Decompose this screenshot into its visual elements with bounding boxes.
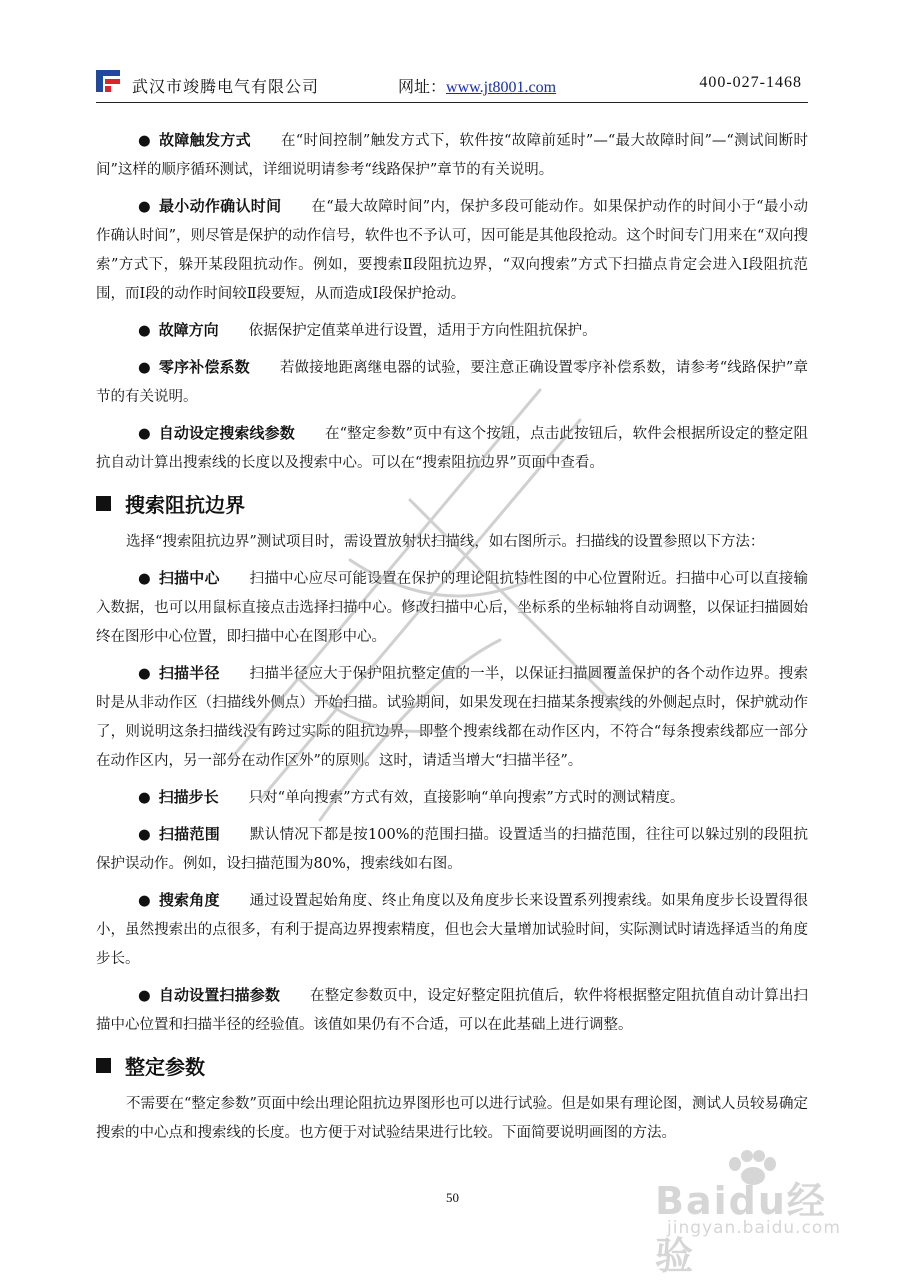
bullet-text: 在整定参数页中，设定好整定阻抗值后，软件将根据整定阻抗值自动计算出扫描中心位置和扫描半径的经验值。该值如果仍有不合适，可以在此基础上进行调整。 xyxy=(96,988,809,1033)
bullet-icon: ● xyxy=(138,826,151,843)
square-bullet-icon xyxy=(96,1058,111,1073)
bullet-icon: ● xyxy=(138,132,151,149)
bullet-text: 通过设置起始角度、终止角度以及角度步长来设置系列搜索线。如果角度步长设置得很小，虽然搜索出的点很多，有利于提高边界搜索精度，但也会大量增加试验时间，实际测试时请选择适当的角度步长。 xyxy=(96,893,808,967)
bullet-text: 只对“单向搜索”方式有效，直接影响“单向搜索”方式时的测试精度。 xyxy=(248,790,685,806)
bullet-term: 扫描半径 xyxy=(158,664,220,682)
bullet-item xyxy=(96,820,808,879)
bullet-term: 故障触发方式 xyxy=(158,131,251,149)
bullet-term: 扫描范围 xyxy=(158,825,220,843)
bullet-icon: ● xyxy=(138,198,151,215)
bullet-item xyxy=(96,353,808,412)
bullet-term: 故障方向 xyxy=(158,321,219,339)
bullet-term: 扫描中心 xyxy=(158,569,220,587)
baidu-domain: jingyan.baidu.com xyxy=(667,1218,841,1238)
section-heading xyxy=(96,1050,808,1084)
bullet-text: 扫描半径应大于保护阻抗整定值的一半，以保证扫描圆覆盖保护的各个动作边界。搜索时是从非动作区（扫描线外侧点）开始扫描。试验期间，如果发现在扫描某条搜索线的外侧起点时，保护就动作了，则说明这条扫描线没有跨过实际的阻抗边界，即整个搜索线都在动作区内，不符合“每条搜索线都应一部分在动作区内，另一部分在动作区外”的原则。这时，请适当增大“扫描半径”。 xyxy=(96,666,808,769)
website-link[interactable]: www.jt8001.com xyxy=(446,79,557,96)
bullet-item xyxy=(96,316,808,346)
baidu-jingyan-watermark xyxy=(655,1150,865,1278)
bullet-item xyxy=(96,419,808,478)
bullet-icon: ● xyxy=(138,665,151,682)
bullet-item xyxy=(96,886,808,974)
bullet-term: 搜索角度 xyxy=(158,891,220,909)
website xyxy=(398,74,556,97)
section-heading-text: 搜索阻抗边界 xyxy=(125,493,245,517)
bullet-icon: ● xyxy=(138,987,151,1004)
document-body xyxy=(96,126,808,1148)
bullet-icon: ● xyxy=(138,892,151,909)
bullet-text: 在“最大故障时间”内，保护多段可能动作。如果保护动作的时间小于“最小动作确认时间”，则尽管是保护的动作信号，软件也不予认可，因可能是其他段抢动。这个时间专门用来在“双向搜索”方式下，躲开某段阻抗动作。例如，要搜索Ⅱ段阻抗边界，“双向搜索”方式下扫描点肯定会进入Ⅰ段阻抗范围，而Ⅰ段的动作时间较Ⅱ段要短，从而造成Ⅰ段保护抢动。 xyxy=(96,199,808,302)
bullet-icon: ● xyxy=(138,789,151,806)
bullet-item xyxy=(96,659,808,776)
bullet-item xyxy=(96,783,808,813)
square-bullet-icon xyxy=(96,496,111,511)
bullet-item xyxy=(96,192,808,309)
bullet-term: 扫描步长 xyxy=(158,788,219,806)
bullet-term: 自动设置扫描参数 xyxy=(158,986,281,1004)
paragraph: 选择“搜索阻抗边界”测试项目时，需设置放射状扫描线，如右图所示。扫描线的设置参照以下方法： xyxy=(126,534,765,550)
bullet-text: 若做接地距离继电器的试验，要注意正确设置零序补偿系数，请参考“线路保护”章节的有关说明。 xyxy=(96,360,808,405)
company-name: 武汉市竣腾电气有限公司 xyxy=(132,77,320,96)
bullet-item xyxy=(96,564,808,652)
bullet-term: 自动设定搜索线参数 xyxy=(158,424,295,442)
bullet-item xyxy=(96,981,808,1040)
bullet-icon: ● xyxy=(138,425,151,442)
section-heading xyxy=(96,488,808,522)
section-heading-text: 整定参数 xyxy=(125,1055,205,1079)
bullet-text: 在“整定参数”页中有这个按钮，点击此按钮后，软件会根据所设定的整定阻抗自动计算出搜索线的长度以及搜索中心。可以在“搜索阻抗边界”页面中查看。 xyxy=(96,426,808,471)
bullet-text: 默认情况下都是按100%的范围扫描。设置适当的扫描范围，往往可以躲过别的段阻抗保护误动作。例如，设扫描范围为80%，搜索线如右图。 xyxy=(96,827,808,872)
company-logo xyxy=(96,68,122,94)
bullet-item xyxy=(96,126,808,185)
bullet-icon: ● xyxy=(138,359,151,376)
bullet-term: 最小动作确认时间 xyxy=(158,197,282,215)
bullet-icon: ● xyxy=(138,322,151,339)
baidu-brand: Baidu经验 xyxy=(655,1179,827,1278)
bullet-term: 零序补偿系数 xyxy=(158,358,250,376)
website-label: 网址： xyxy=(398,77,447,96)
bullet-text: 依据保护定值菜单进行设置，适用于方向性阻抗保护。 xyxy=(248,323,597,339)
bullet-text: 在“时间控制”触发方式下，软件按“故障前延时”—“最大故障时间”—“测试间断时间”这样的顺序循环测试，详细说明请参考“线路保护”章节的有关说明。 xyxy=(96,133,808,178)
phone-number: 400-027-1468 xyxy=(699,74,802,91)
page-number: 50 xyxy=(446,1190,459,1205)
paragraph: 不需要在“整定参数”页面中绘出理论阻抗边界图形也可以进行试验。但是如果有理论图，测试人员较易确定搜索的中心点和搜索线的长度。也方便于对试验结果进行比较。下面简要说明画图的方法。 xyxy=(96,1096,808,1141)
bullet-icon: ● xyxy=(138,570,151,587)
bullet-text: 扫描中心应尽可能设置在保护的理论阻抗特性图的中心位置附近。扫描中心可以直接输入数据，也可以用鼠标直接点击选择扫描中心。修改扫描中心后，坐标系的坐标轴将自动调整，以保证扫描圆始终在图形中心位置，即扫描中心在图形中心。 xyxy=(96,571,808,645)
page-header xyxy=(96,68,808,103)
